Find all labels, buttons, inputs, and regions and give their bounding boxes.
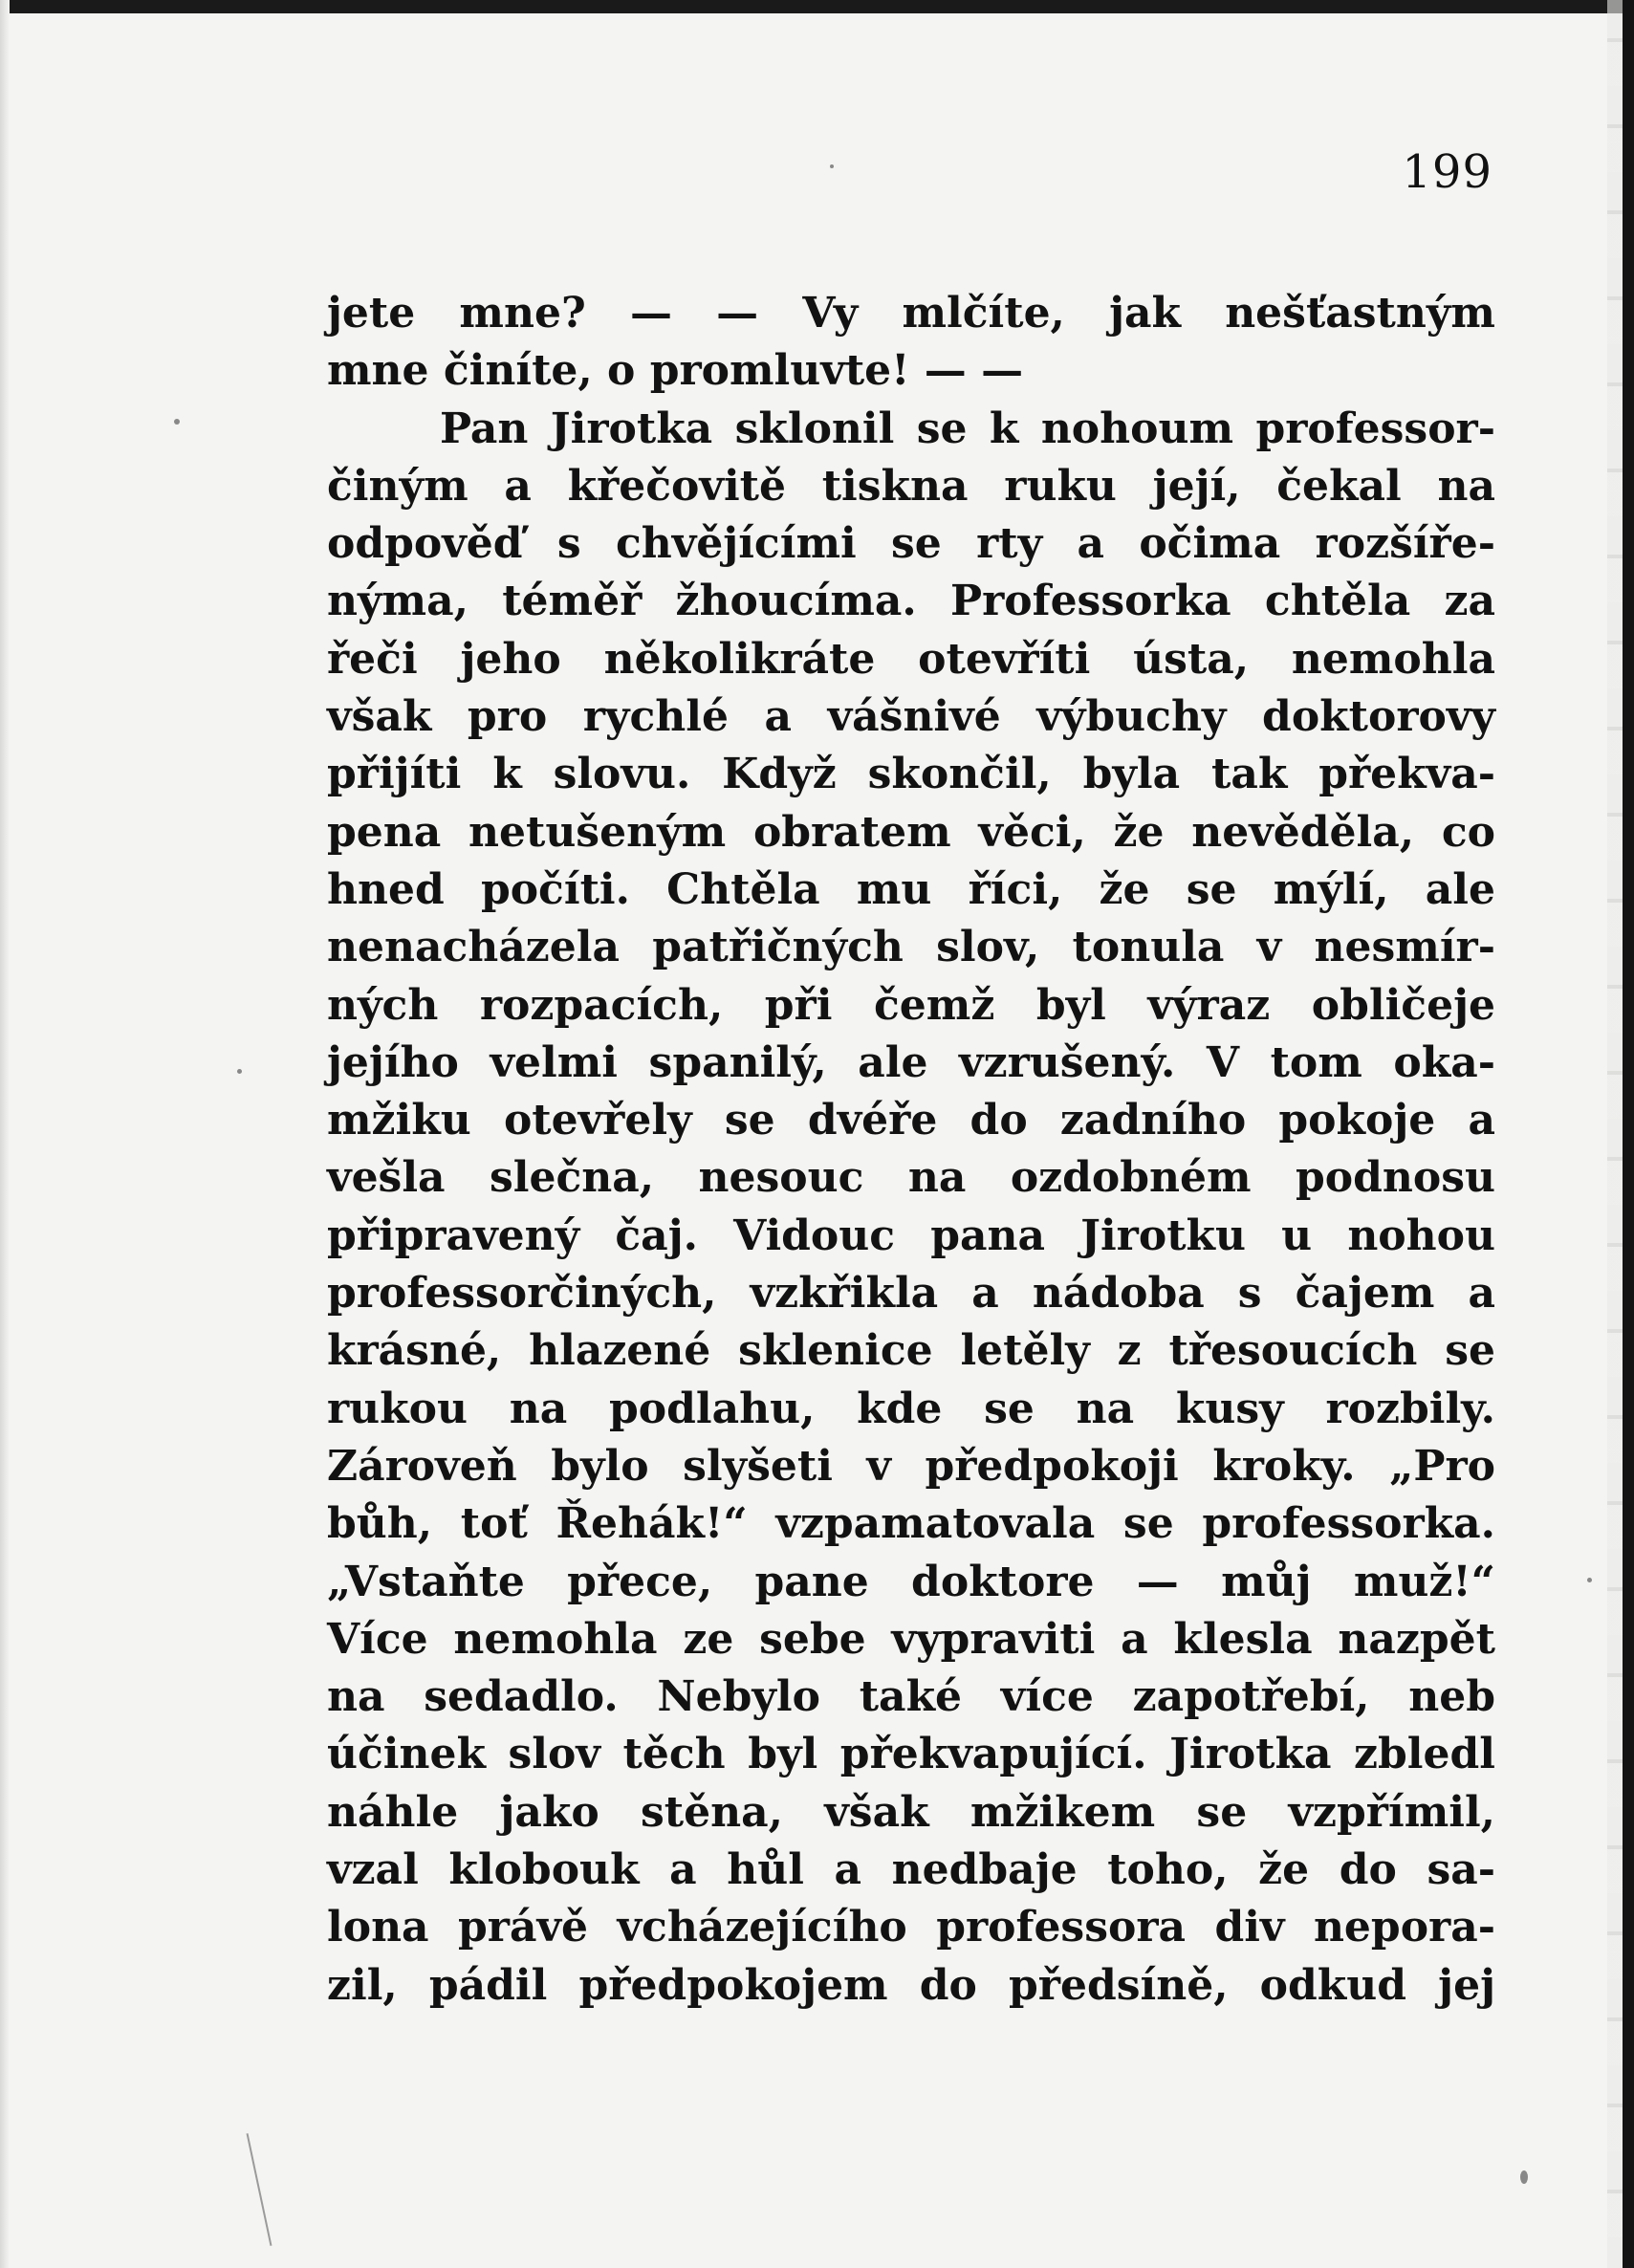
text-line: pena netušeným obratem věci, že nevěděla, co (327, 807, 1495, 857)
text-line: Zároveň bylo slyšeti v předpokoji kroky. „Pro (327, 1441, 1495, 1491)
text-line: připravený čaj. Vidouc pana Jirotku u nohou (327, 1210, 1495, 1260)
page-number: 199 (1402, 145, 1492, 199)
text-line: hned počíti. Chtěla mu říci, že se mýlí, ale (327, 864, 1495, 914)
body-text (327, 285, 1495, 2015)
text-line: zil, pádil předpokojem do předsíně, odkud jej (327, 1960, 1495, 2010)
text-line: professorčiných, vzkřikla a nádoba s čajem a (327, 1269, 1495, 1319)
text-line: náhle jako stěna, však mžikem se vzpřímil, (327, 1787, 1495, 1837)
scan-speck (237, 1069, 242, 1074)
text-line: bůh, toť Řehák!“ vzpamatovala se professorka. (327, 1499, 1495, 1549)
scan-border-left (0, 0, 10, 2268)
text-line: však pro rychlé a vášnivé výbuchy doktorovy (327, 692, 1495, 742)
text-line: nenacházela patřičných slov, tonula v nesmír- (327, 923, 1495, 972)
text-line: rukou na podlahu, kde se na kusy rozbily. (327, 1384, 1495, 1433)
scan-speck (1587, 1578, 1592, 1582)
text-line: účinek slov těch byl překvapující. Jirotka zbledl (327, 1730, 1495, 1779)
scan-speck (1520, 2170, 1528, 2184)
text-line: „Vstaňte přece, pane doktore — můj muž!“ (327, 1557, 1495, 1606)
text-line: Pan Jirotka sklonil se k nohoum professor- (440, 403, 1495, 453)
text-line: řeči jeho několikráte otevříti ústa, nemohla (327, 634, 1495, 684)
text-line: jete mne? — — Vy mlčíte, jak nešťastným (327, 289, 1495, 338)
text-line: lona právě vcházejícího professora div nepora- (327, 1903, 1495, 1952)
scan-border-top (0, 0, 1634, 13)
text-line: jejího velmi spanilý, ale vzrušený. V tom oka- (327, 1037, 1495, 1087)
text-line: Více nemohla ze sebe vypraviti a klesla nazpět (327, 1614, 1495, 1664)
text-line: vzal klobouk a hůl a nedbaje toho, že do sa- (327, 1845, 1495, 1895)
text-line: odpověď s chvějícími se rty a očima rozšíře- (327, 519, 1495, 569)
text-line: přijíti k slovu. Když skončil, byla tak překva- (327, 750, 1495, 799)
text-line: krásné, hlazené sklenice letěly z třesoucích se (327, 1326, 1495, 1376)
text-line: na sedadlo. Nebylo také více zapotřebí, neb (327, 1672, 1495, 1722)
scan-border-right (1623, 0, 1634, 2268)
text-line: činým a křečovitě tiskna ruku její, čekal na (327, 461, 1495, 511)
text-line: mne činíte, o promluvte! — — (327, 346, 1024, 396)
scan-scratch (247, 2133, 272, 2246)
text-line: ných rozpacích, při čemž byl výraz obličeje (327, 980, 1495, 1030)
scan-speck (830, 164, 834, 168)
text-line: vešla slečna, nesouc na ozdobném podnosu (327, 1153, 1495, 1203)
text-line: nýma, téměř žhoucíma. Professorka chtěla za (327, 577, 1495, 626)
scan-speck (174, 419, 180, 425)
scan-edge-noise (1607, 0, 1623, 2268)
text-line: mžiku otevřely se dvéře do zadního pokoje a (327, 1096, 1495, 1145)
